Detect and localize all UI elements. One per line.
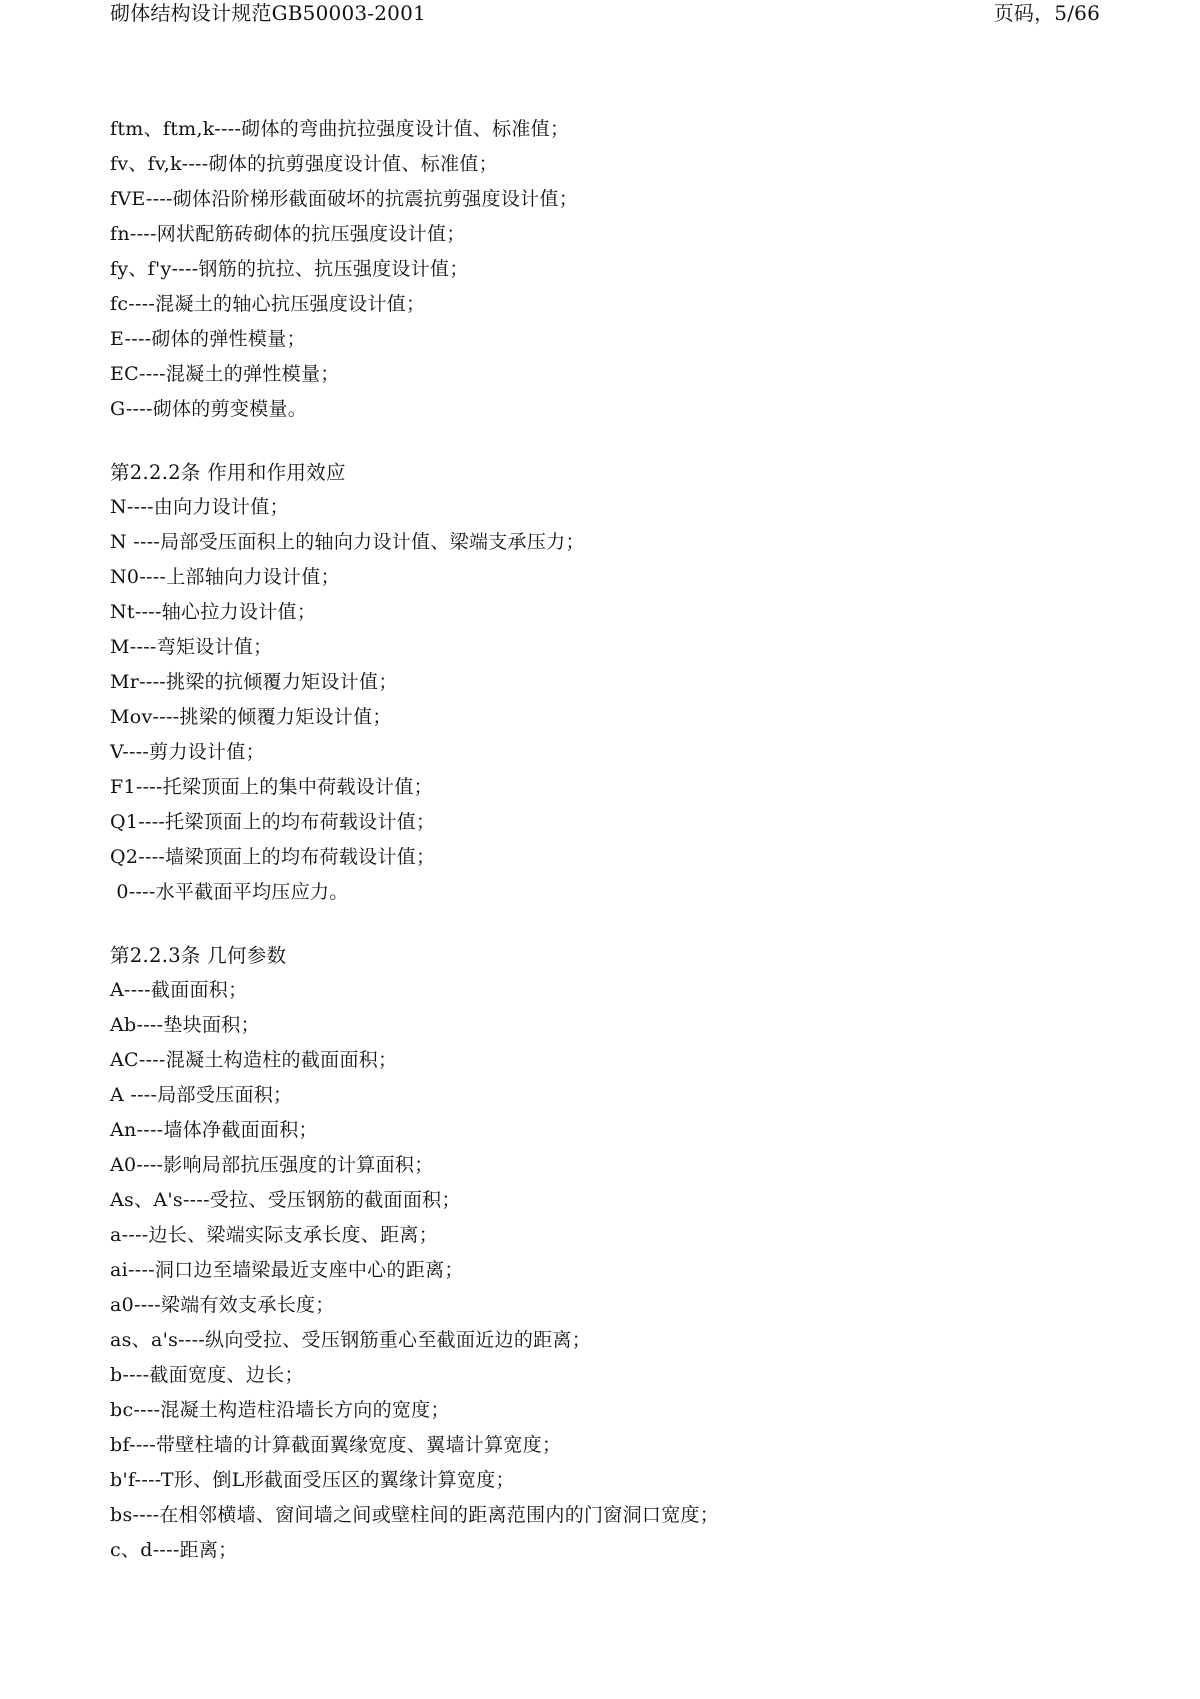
- symbol-definition: M----弯矩设计值；: [110, 636, 273, 658]
- symbol-definition: A ----局部受压面积；: [110, 1084, 293, 1106]
- symbol-definition: fc----混凝土的轴心抗压强度设计值；: [110, 293, 426, 315]
- section-heading: 第2.2.3条 几何参数: [110, 944, 287, 967]
- symbol-definition: F1----托梁顶面上的集中荷载设计值；: [110, 776, 433, 798]
- symbol-definition: Q2----墙梁顶面上的均布荷载设计值；: [110, 846, 436, 868]
- paragraph-gap: [110, 427, 1110, 455]
- symbol-definition: E----砌体的弹性模量；: [110, 328, 306, 350]
- symbol-definition: ftm、ftm,k----砌体的弯曲抗拉强度设计值、标准值；: [110, 118, 570, 140]
- symbol-definition: b----截面宽度、边长；: [110, 1364, 304, 1386]
- symbol-definition: fy、f'y----钢筋的抗拉、抗压强度设计值；: [110, 258, 469, 280]
- paragraph-gap: [110, 910, 1110, 938]
- symbol-definition: V----剪力设计值；: [110, 741, 265, 763]
- page-number: 页码，5/66: [993, 1, 1100, 25]
- symbol-definition: b'f----T形、倒L形截面受压区的翼缘计算宽度；: [110, 1469, 515, 1491]
- symbol-definition: as、a's----纵向受拉、受压钢筋重心至截面近边的距离；: [110, 1329, 592, 1351]
- symbol-definition: Mr----挑梁的抗倾覆力矩设计值；: [110, 671, 398, 693]
- symbol-definition: bc----混凝土构造柱沿墙长方向的宽度；: [110, 1399, 450, 1421]
- symbol-definition: fVE----砌体沿阶梯形截面破坏的抗震抗剪强度设计值；: [110, 188, 579, 210]
- symbol-definition: fv、fv,k----砌体的抗剪强度设计值、标准值；: [110, 153, 498, 175]
- document-title: 砌体结构设计规范GB50003-2001: [110, 1, 426, 25]
- symbol-definition: An----墙体净截面面积；: [110, 1119, 318, 1141]
- section-actions-and-effects: [110, 455, 1110, 910]
- document-body: [110, 112, 1110, 1568]
- symbol-definition: N----由向力设计值；: [110, 496, 289, 518]
- symbol-definition: Q1----托梁顶面上的均布荷载设计值；: [110, 811, 436, 833]
- symbol-definition: Mov----挑梁的倾覆力矩设计值；: [110, 706, 392, 728]
- symbol-definition: Nt----轴心拉力设计值；: [110, 601, 317, 623]
- symbol-definition: G----砌体的剪变模量。: [110, 398, 308, 420]
- symbol-definition: N ----局部受压面积上的轴向力设计值、梁端支承压力；: [110, 531, 585, 553]
- symbol-definition: bf----带壁柱墙的计算截面翼缘宽度、翼墙计算宽度；: [110, 1434, 562, 1456]
- symbol-definition: N0----上部轴向力设计值；: [110, 566, 340, 588]
- page-header: [110, 0, 1100, 26]
- symbol-definition: As、A's----受拉、受压钢筋的截面面积；: [110, 1189, 461, 1211]
- section-geometric-parameters: [110, 938, 1110, 1568]
- symbol-definition: EC----混凝土的弹性模量；: [110, 363, 340, 385]
- section-heading: 第2.2.2条 作用和作用效应: [110, 461, 346, 484]
- symbol-definition: ai----洞口边至墙梁最近支座中心的距离；: [110, 1259, 464, 1281]
- symbol-definition: 0----水平截面平均压应力。: [110, 881, 349, 903]
- symbol-definition: A0----影响局部抗压强度的计算面积；: [110, 1154, 434, 1176]
- symbol-definition: fn----网状配筋砖砌体的抗压强度设计值；: [110, 223, 466, 245]
- symbol-definition: Ab----垫块面积；: [110, 1014, 260, 1036]
- symbol-definition: AC----混凝土构造柱的截面面积；: [110, 1049, 398, 1071]
- symbol-definition: a----边长、梁端实际支承长度、距离；: [110, 1224, 439, 1246]
- symbol-list-material-properties: [110, 112, 1110, 427]
- symbol-definition: bs----在相邻横墙、窗间墙之间或壁柱间的距离范围内的门窗洞口宽度；: [110, 1504, 720, 1526]
- symbol-definition: a0----梁端有效支承长度；: [110, 1294, 335, 1316]
- symbol-definition: c、d----距离；: [110, 1539, 238, 1561]
- symbol-definition: A----截面面积；: [110, 979, 248, 1001]
